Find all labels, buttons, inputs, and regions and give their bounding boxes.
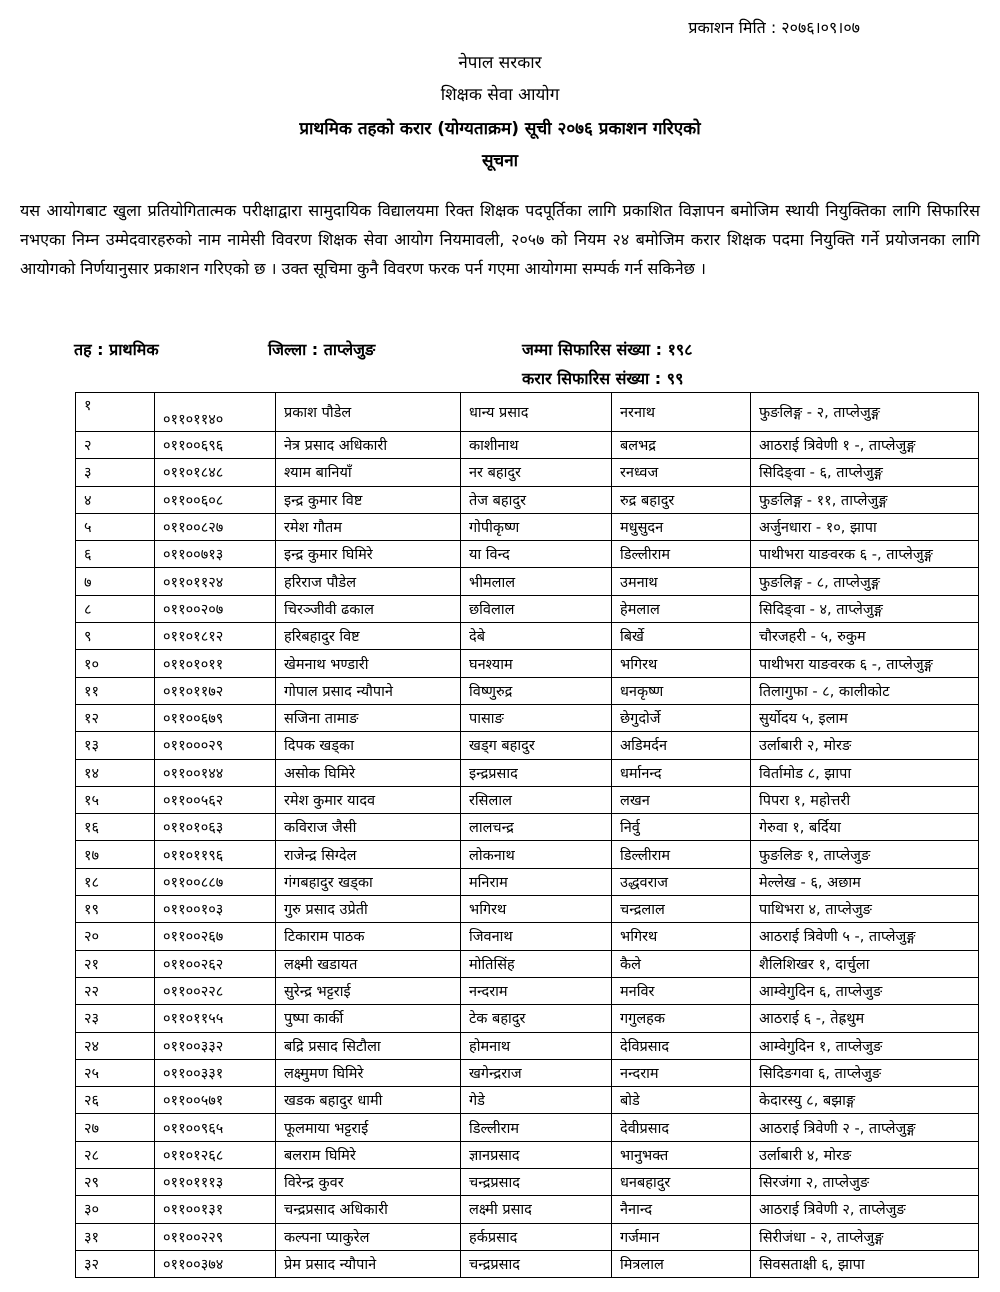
candidate-name-cell: रमेश गौतम — [276, 513, 461, 540]
grandfather-name-cell: बिर्खे — [612, 623, 751, 650]
address-cell: सुर्योदय ५, इलाम — [751, 704, 979, 731]
address-cell: आठराई ६ -, तेह्रथुम — [751, 1005, 979, 1032]
grandfather-name-cell: मित्रलाल — [612, 1250, 751, 1277]
contract-recommended-label: करार सिफारिस संख्या : ९९ — [522, 369, 684, 388]
father-name-cell: डिल्लीराम — [461, 1114, 612, 1141]
serial-number-cell: १० — [76, 650, 155, 677]
serial-number-cell: २७ — [76, 1114, 155, 1141]
serial-number-cell: ३ — [76, 459, 155, 486]
roll-number-cell: ०११०१०६३ — [155, 814, 276, 841]
candidate-name-cell: गुरु प्रसाद उप्रेती — [276, 896, 461, 923]
notice-paragraph: यस आयोगबाट खुला प्रतियोगितात्मक परीक्षाद्वारा सामुदायिक विद्यालयमा रिक्त शिक्षक पदपूर्तिका लागि प्रकाशित विज्ञापन बमोजिम स्थायी नियुक्तिका लागि सिफारिस नभएका निम्न उम्मेदवारहरुको नाम नामेसी विवरण शिक्षक सेवा आयोग नियमावली, २०५७ को नियम २४ बमोजिम करार शिक्षक पदमा नियुक्ति गर्ने प्रयोजनका लागि आयोगको निर्णयानुसार प्रकाशन गरिएको छ । उक्त सूचिमा कुनै विवरण फरक पर्न गएमा आयोगमा सम्पर्क गर्न सकिनेछ । — [20, 201, 980, 278]
father-name-cell: लोकनाथ — [461, 841, 612, 868]
serial-number-cell: ११ — [76, 677, 155, 704]
serial-number-cell: ३० — [76, 1196, 155, 1223]
father-name-cell: हर्कप्रसाद — [461, 1223, 612, 1250]
candidate-name-cell: राजेन्द्र सिग्देल — [276, 841, 461, 868]
grandfather-name-cell: निर्वु — [612, 814, 751, 841]
address-cell: फुङलिङ्ग - २, ताप्लेजुङ्ग — [751, 393, 979, 432]
father-name-cell: मोतिसिंह — [461, 950, 612, 977]
table-row — [76, 950, 979, 977]
grandfather-name-cell: मधुसुदन — [612, 513, 751, 540]
district-label: जिल्ला : ताप्लेजुङ — [268, 340, 376, 359]
father-name-cell: घनश्याम — [461, 650, 612, 677]
serial-number-cell: १ — [76, 393, 155, 432]
address-cell: सिरीजंधा - २, ताप्लेजुङ्ग — [751, 1223, 979, 1250]
grandfather-name-cell: गगुलहक — [612, 1005, 751, 1032]
table-row — [76, 923, 979, 950]
address-cell: सिदिङ्वा - ४, ताप्लेजुङ्ग — [751, 595, 979, 622]
roll-number-cell: ०११०१८१२ — [155, 623, 276, 650]
address-cell: पाथीभरा याङवरक ६ -, ताप्लेजुङ्ग — [751, 541, 979, 568]
address-cell: मेल्लेख - ६, अछाम — [751, 868, 979, 895]
serial-number-cell: ४ — [76, 486, 155, 513]
address-cell: केदारस्यु ८, बझाङ्ग — [751, 1087, 979, 1114]
roll-number-cell: ०११०१११३ — [155, 1169, 276, 1196]
table-row — [76, 595, 979, 622]
candidate-name-cell: चिरञ्जीवी ढकाल — [276, 595, 461, 622]
roll-number-cell: ०११००३७४ — [155, 1250, 276, 1277]
father-name-cell: चन्द्रप्रसाद — [461, 1250, 612, 1277]
address-cell: विर्तामोड ८, झापा — [751, 759, 979, 786]
candidate-table — [75, 392, 979, 1278]
grandfather-name-cell: धनबहादुर — [612, 1169, 751, 1196]
candidate-name-cell: लक्ष्मी खडायत — [276, 950, 461, 977]
table-row — [76, 623, 979, 650]
father-name-cell: रसिलाल — [461, 786, 612, 813]
address-cell: चौरजहरी - ५, रुकुम — [751, 623, 979, 650]
roll-number-cell: ०११०००२९ — [155, 732, 276, 759]
grandfather-name-cell: लखन — [612, 786, 751, 813]
candidate-name-cell: गंगबहादुर खड्का — [276, 868, 461, 895]
serial-number-cell: १४ — [76, 759, 155, 786]
roll-number-cell: ०११०११९६ — [155, 841, 276, 868]
grandfather-name-cell: भगिरथ — [612, 650, 751, 677]
candidate-name-cell: रमेश कुमार यादव — [276, 786, 461, 813]
grandfather-name-cell: धर्मानन्द — [612, 759, 751, 786]
grandfather-name-cell: भगिरथ — [612, 923, 751, 950]
roll-number-cell: ०११००८८७ — [155, 868, 276, 895]
address-cell: आठराई त्रिवेणी १ -, ताप्लेजुङ्ग — [751, 432, 979, 459]
candidate-name-cell: प्रकाश पौडेल — [276, 393, 461, 432]
roll-number-cell: ०११००२६२ — [155, 950, 276, 977]
father-name-cell: छविलाल — [461, 595, 612, 622]
candidate-name-cell: असोक घिमिरे — [276, 759, 461, 786]
candidate-name-cell: दिपक खड्का — [276, 732, 461, 759]
candidate-name-cell: टिकाराम पाठक — [276, 923, 461, 950]
roll-number-cell: ०११००१४४ — [155, 759, 276, 786]
address-cell: उर्लाबारी ४, मोरङ — [751, 1141, 979, 1168]
candidate-name-cell: हरिराज पौडेल — [276, 568, 461, 595]
candidate-name-cell: सजिना तामाङ — [276, 704, 461, 731]
serial-number-cell: ५ — [76, 513, 155, 540]
table-row — [76, 650, 979, 677]
table-row — [76, 1005, 979, 1032]
roll-number-cell: ०११००५६२ — [155, 786, 276, 813]
candidate-name-cell: नेत्र प्रसाद अधिकारी — [276, 432, 461, 459]
table-row — [76, 732, 979, 759]
publication-date: प्रकाशन मिति : २०७६।०९।०७ — [688, 18, 860, 37]
candidate-name-cell: खडक बहादुर धामी — [276, 1087, 461, 1114]
roll-number-cell: ०११००२०७ — [155, 595, 276, 622]
serial-number-cell: १२ — [76, 704, 155, 731]
candidate-name-cell: हरिबहादुर विष्ट — [276, 623, 461, 650]
serial-number-cell: २० — [76, 923, 155, 950]
candidate-name-cell: प्रेम प्रसाद न्यौपाने — [276, 1250, 461, 1277]
table-row — [76, 1196, 979, 1223]
table-row — [76, 568, 979, 595]
roll-number-cell: ०११००६९६ — [155, 432, 276, 459]
roll-number-cell: ०११००३३२ — [155, 1032, 276, 1059]
serial-number-cell: २४ — [76, 1032, 155, 1059]
grandfather-name-cell: अडिमर्दन — [612, 732, 751, 759]
table-row — [76, 1032, 979, 1059]
table-row — [76, 786, 979, 813]
total-recommended-label: जम्मा सिफारिस संख्या : १९८ — [522, 340, 693, 359]
serial-number-cell: ३१ — [76, 1223, 155, 1250]
roll-number-cell: ०११००५७१ — [155, 1087, 276, 1114]
table-row — [76, 513, 979, 540]
candidate-name-cell: बलराम घिमिरे — [276, 1141, 461, 1168]
candidate-name-cell: कविराज जैसी — [276, 814, 461, 841]
address-cell: आठराई त्रिवेणी ५ -, ताप्लेजुङ्ग — [751, 923, 979, 950]
address-cell: अर्जुनधारा - १०, झापा — [751, 513, 979, 540]
address-cell: पिपरा १, महोत्तरी — [751, 786, 979, 813]
roll-number-cell: ०११००१३१ — [155, 1196, 276, 1223]
address-cell: पाथीभरा याङवरक ६ -, ताप्लेजुङ्ग — [751, 650, 979, 677]
government-name: नेपाल सरकार — [458, 53, 542, 73]
father-name-cell: नन्दराम — [461, 977, 612, 1004]
table-row — [76, 432, 979, 459]
father-name-cell: ज्ञानप्रसाद — [461, 1141, 612, 1168]
document-subtitle: सूचना — [481, 151, 519, 171]
grandfather-name-cell: छेगुदोर्जे — [612, 704, 751, 731]
father-name-cell: पासाङ — [461, 704, 612, 731]
level-label: तह : प्राथमिक — [74, 340, 159, 359]
father-name-cell: या विन्द — [461, 541, 612, 568]
roll-number-cell: ०११००६०८ — [155, 486, 276, 513]
address-cell: उर्लाबारी २, मोरङ — [751, 732, 979, 759]
father-name-cell: खड्ग बहादुर — [461, 732, 612, 759]
grandfather-name-cell: रनध्वज — [612, 459, 751, 486]
roll-number-cell: ०११०११७२ — [155, 677, 276, 704]
serial-number-cell: २९ — [76, 1169, 155, 1196]
serial-number-cell: २८ — [76, 1141, 155, 1168]
serial-number-cell: २३ — [76, 1005, 155, 1032]
grandfather-name-cell: भानुभक्त — [612, 1141, 751, 1168]
address-cell: फुङलिङ्ग - ८, ताप्लेजुङ्ग — [751, 568, 979, 595]
roll-number-cell: ०११००२६७ — [155, 923, 276, 950]
document-title: प्राथमिक तहको करार (योग्यताक्रम) सूची २०७६ प्रकाशन गरिएको — [299, 119, 701, 139]
grandfather-name-cell: मनविर — [612, 977, 751, 1004]
grandfather-name-cell: रुद्र बहादुर — [612, 486, 751, 513]
grandfather-name-cell: बलभद्र — [612, 432, 751, 459]
grandfather-name-cell: नरनाथ — [612, 393, 751, 432]
father-name-cell: चन्द्रप्रसाद — [461, 1169, 612, 1196]
serial-number-cell: २५ — [76, 1059, 155, 1086]
roll-number-cell: ०११०१२६८ — [155, 1141, 276, 1168]
address-cell: फुङलिङ्ग - ११, ताप्लेजुङ्ग — [751, 486, 979, 513]
table-row — [76, 868, 979, 895]
serial-number-cell: १८ — [76, 868, 155, 895]
grandfather-name-cell: गर्जमान — [612, 1223, 751, 1250]
candidate-name-cell: कल्पना प्याकुरेल — [276, 1223, 461, 1250]
father-name-cell: विष्णुरुद्र — [461, 677, 612, 704]
father-name-cell: खगेन्द्रराज — [461, 1059, 612, 1086]
candidate-name-cell: खेमनाथ भण्डारी — [276, 650, 461, 677]
candidate-name-cell: श्याम बानियाँ — [276, 459, 461, 486]
table-row — [76, 1250, 979, 1277]
father-name-cell: भगिरथ — [461, 896, 612, 923]
serial-number-cell: ९ — [76, 623, 155, 650]
serial-number-cell: १९ — [76, 896, 155, 923]
candidate-name-cell: गोपाल प्रसाद न्यौपाने — [276, 677, 461, 704]
serial-number-cell: १६ — [76, 814, 155, 841]
commission-name: शिक्षक सेवा आयोग — [440, 85, 560, 105]
father-name-cell: गोपीकृष्ण — [461, 513, 612, 540]
serial-number-cell: १५ — [76, 786, 155, 813]
grandfather-name-cell: चन्द्रलाल — [612, 896, 751, 923]
address-cell: गेरुवा १, बर्दिया — [751, 814, 979, 841]
address-cell: तिलागुफा - ८, कालीकोट — [751, 677, 979, 704]
candidate-name-cell: विरेन्द्र कुवर — [276, 1169, 461, 1196]
serial-number-cell: २१ — [76, 950, 155, 977]
address-cell: सिदिङगवा ६, ताप्लेजुङ — [751, 1059, 979, 1086]
address-cell: सिदिङ्वा - ६, ताप्लेजुङ्ग — [751, 459, 979, 486]
table-row — [76, 1059, 979, 1086]
address-cell: पाथिभरा ४, ताप्लेजुङ — [751, 896, 979, 923]
grandfather-name-cell: कैले — [612, 950, 751, 977]
table-row — [76, 1169, 979, 1196]
address-cell: आम्वेगुदिन ६, ताप्लेजुङ — [751, 977, 979, 1004]
table-row — [76, 393, 979, 432]
grandfather-name-cell: देवीप्रसाद — [612, 1114, 751, 1141]
table-row — [76, 1223, 979, 1250]
serial-number-cell: १३ — [76, 732, 155, 759]
serial-number-cell: २ — [76, 432, 155, 459]
table-row — [76, 459, 979, 486]
roll-number-cell: ०११०१०११ — [155, 650, 276, 677]
table-row — [76, 759, 979, 786]
candidate-name-cell: फूलमाया भट्टराई — [276, 1114, 461, 1141]
grandfather-name-cell: उमनाथ — [612, 568, 751, 595]
candidate-name-cell: सुरेन्द्र भट्टराई — [276, 977, 461, 1004]
roll-number-cell: ०११००२२९ — [155, 1223, 276, 1250]
roll-number-cell: ०११००१०३ — [155, 896, 276, 923]
father-name-cell: धान्य प्रसाद — [461, 393, 612, 432]
address-cell: सिवसताक्षी ६, झापा — [751, 1250, 979, 1277]
father-name-cell: मनिराम — [461, 868, 612, 895]
candidate-table-body — [76, 393, 979, 1278]
table-row — [76, 1114, 979, 1141]
roll-number-cell: ०११०१८४८ — [155, 459, 276, 486]
serial-number-cell: ८ — [76, 595, 155, 622]
father-name-cell: नर बहादुर — [461, 459, 612, 486]
father-name-cell: देबे — [461, 623, 612, 650]
serial-number-cell: ७ — [76, 568, 155, 595]
candidate-name-cell: पुष्पा कार्की — [276, 1005, 461, 1032]
address-cell: आठराई त्रिवेणी २, ताप्लेजुङ — [751, 1196, 979, 1223]
grandfather-name-cell: उद्धवराज — [612, 868, 751, 895]
father-name-cell: काशीनाथ — [461, 432, 612, 459]
candidate-name-cell: लक्ष्मुमण घिमिरे — [276, 1059, 461, 1086]
grandfather-name-cell: धनकृष्ण — [612, 677, 751, 704]
grandfather-name-cell: डिल्लीराम — [612, 541, 751, 568]
father-name-cell: तेज बहादुर — [461, 486, 612, 513]
father-name-cell: इन्द्रप्रसाद — [461, 759, 612, 786]
table-row — [76, 541, 979, 568]
grandfather-name-cell: बोडे — [612, 1087, 751, 1114]
roll-number-cell: ०११०११४० — [155, 393, 276, 432]
candidate-name-cell: इन्द्र कुमार घिमिरे — [276, 541, 461, 568]
grandfather-name-cell: हेमलाल — [612, 595, 751, 622]
candidate-name-cell: बद्रि प्रसाद सिटौला — [276, 1032, 461, 1059]
roll-number-cell: ०११०११२४ — [155, 568, 276, 595]
father-name-cell: होमनाथ — [461, 1032, 612, 1059]
candidate-name-cell: चन्द्रप्रसाद अधिकारी — [276, 1196, 461, 1223]
grandfather-name-cell: देविप्रसाद — [612, 1032, 751, 1059]
serial-number-cell: २६ — [76, 1087, 155, 1114]
grandfather-name-cell: डिल्लीराम — [612, 841, 751, 868]
serial-number-cell: ६ — [76, 541, 155, 568]
address-cell: आठराई त्रिवेणी २ -, ताप्लेजुङ्ग — [751, 1114, 979, 1141]
roll-number-cell: ०११००९६५ — [155, 1114, 276, 1141]
address-cell: शैलिशिखर १, दार्चुला — [751, 950, 979, 977]
grandfather-name-cell: नन्दराम — [612, 1059, 751, 1086]
father-name-cell: लालचन्द्र — [461, 814, 612, 841]
address-cell: फुङलिङ १, ताप्लेजुङ — [751, 841, 979, 868]
father-name-cell: लक्ष्मी प्रसाद — [461, 1196, 612, 1223]
candidate-name-cell: इन्द्र कुमार विष्ट — [276, 486, 461, 513]
table-row — [76, 1087, 979, 1114]
father-name-cell: गेडे — [461, 1087, 612, 1114]
father-name-cell: जिवनाथ — [461, 923, 612, 950]
serial-number-cell: १७ — [76, 841, 155, 868]
address-cell: आम्वेगुदिन १, ताप्लेजुङ — [751, 1032, 979, 1059]
table-row — [76, 486, 979, 513]
roll-number-cell: ०११००७१३ — [155, 541, 276, 568]
table-row — [76, 814, 979, 841]
table-row — [76, 677, 979, 704]
table-row — [76, 841, 979, 868]
roll-number-cell: ०११०११५५ — [155, 1005, 276, 1032]
address-cell: सिरजंगा २, ताप्लेजुङ — [751, 1169, 979, 1196]
roll-number-cell: ०११००३३१ — [155, 1059, 276, 1086]
roll-number-cell: ०११००८२७ — [155, 513, 276, 540]
roll-number-cell: ०११००२२८ — [155, 977, 276, 1004]
table-row — [76, 977, 979, 1004]
table-row — [76, 704, 979, 731]
roll-number-cell: ०११००६७९ — [155, 704, 276, 731]
father-name-cell: टेक बहादुर — [461, 1005, 612, 1032]
father-name-cell: भीमलाल — [461, 568, 612, 595]
table-row — [76, 1141, 979, 1168]
grandfather-name-cell: नैनान्द — [612, 1196, 751, 1223]
serial-number-cell: २२ — [76, 977, 155, 1004]
serial-number-cell: ३२ — [76, 1250, 155, 1277]
table-row — [76, 896, 979, 923]
